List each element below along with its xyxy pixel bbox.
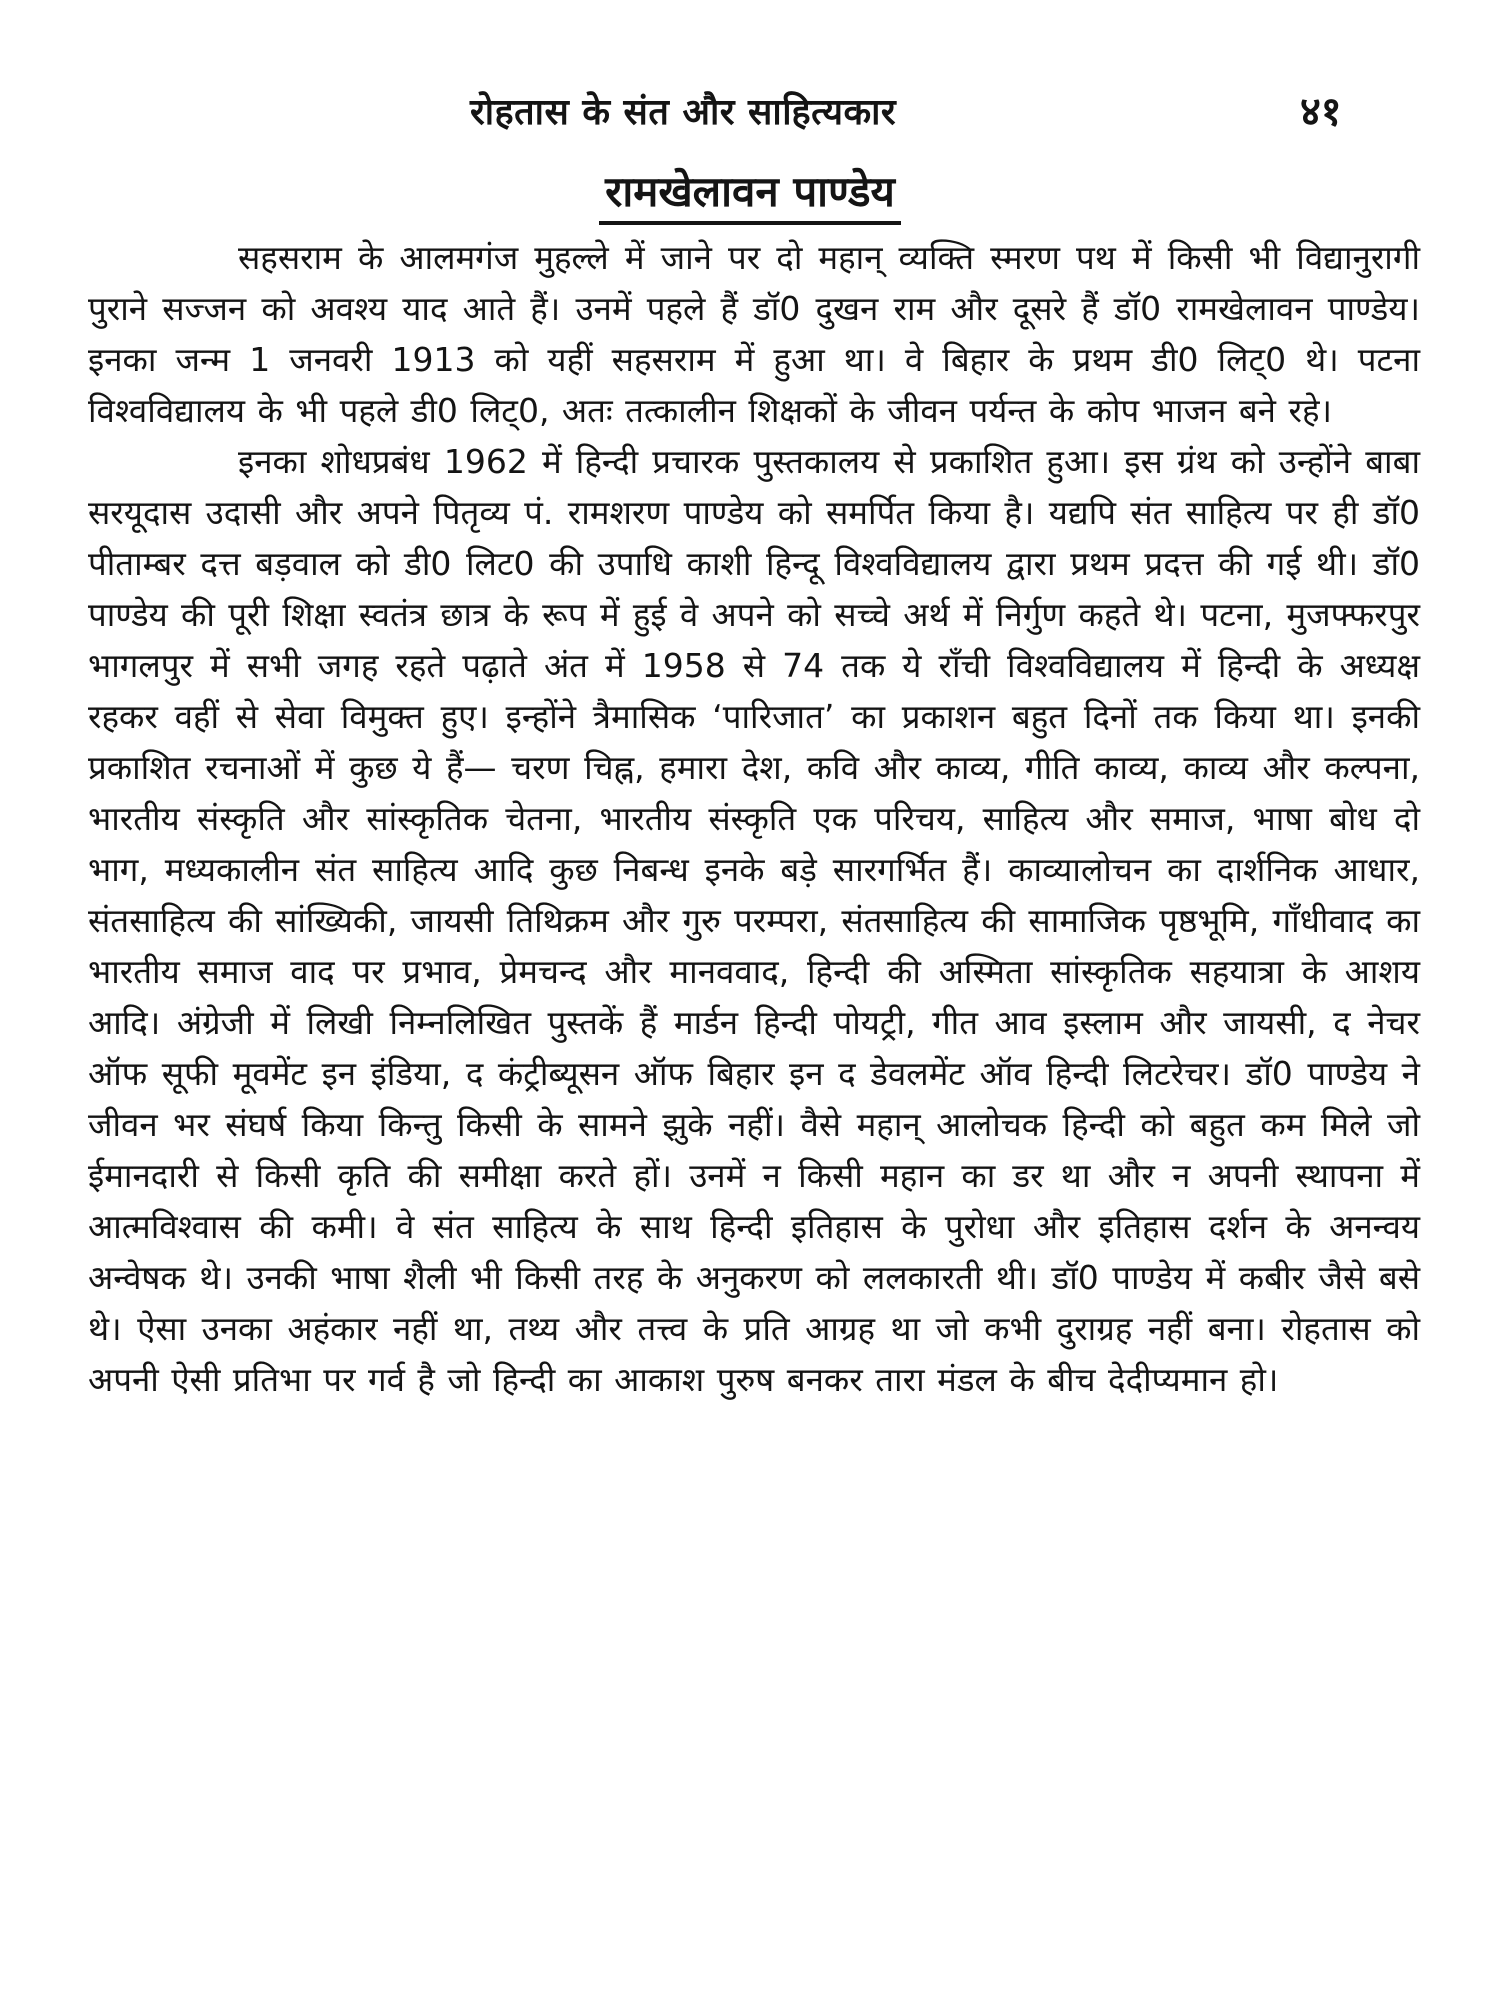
running-header <box>0 86 1500 146</box>
chapter-title-text: रामखेलावन पाण्डेय <box>599 162 901 225</box>
paragraph-2: इनका शोधप्रबंध 1962 में हिन्दी प्रचारक पुस्तकालय से प्रकाशित हुआ। इस ग्रंथ को उन्होंने बाबा सरयूदास उदासी और अपने पितृव्य पं. रामशरण पाण्डेय को समर्पित किया है। यद्यपि संत साहित्य पर ही डॉ0 पीताम्बर दत्त बड़वाल को डी0 लिट0 की उपाधि काशी हिन्दू विश्वविद्यालय द्वारा प्रथम प्रदत्त की गई थी। डॉ0 पाण्डेय की पूरी शिक्षा स्वतंत्र छात्र के रूप में हुई वे अपने को सच्चे अर्थ में निर्गुण कहते थे। पटना, मुजफ्फरपुर भागलपुर में सभी जगह रहते पढ़ाते अंत में 1958 से 74 तक ये राँची विश्वविद्यालय में हिन्दी के अध्यक्ष रहकर वहीं से सेवा विमुक्त हुए। इन्होंने त्रैमासिक ‘पारिजात’ का प्रकाशन बहुत दिनों तक किया था। इनकी प्रकाशित रचनाओं में कुछ ये हैं— चरण चिह्न, हमारा देश, कवि और काव्य, गीति काव्य, काव्य और कल्पना, भारतीय संस्कृति और सांस्कृतिक चेतना, भारतीय संस्कृति एक परिचय, साहित्य और समाज, भाषा बोध दो भाग, मध्यकालीन संत साहित्य आदि कुछ निबन्ध इनके बड़े सारगर्भित हैं। काव्यालोचन का दार्शनिक आधार, संतसाहित्य की सांख्यिकी, जायसी तिथिक्रम और गुरु परम्परा, संतसाहित्य की सामाजिक पृष्ठभूमि, गाँधीवाद का भारतीय समाज वाद पर प्रभाव, प्रेमचन्द और मानववाद, हिन्दी की अस्मिता सांस्कृतिक सहयात्रा के आशय आदि। अंग्रेजी में लिखी निम्नलिखित पुस्तकें हैं मार्डन हिन्दी पोयट्री, गीत आव इस्लाम और जायसी, द नेचर ऑफ सूफी मूवमेंट इन इंडिया, द कंट्रीब्यूसन ऑफ बिहार इन द डेवलमेंट ऑव हिन्दी लिटरेचर। डॉ0 पाण्डेय ने जीवन भर संघर्ष किया किन्तु किसी के सामने झुके नहीं। वैसे महान् आलोचक हिन्दी को बहुत कम मिले जो ईमानदारी से किसी कृति की समीक्षा करते हों। उनमें न किसी महान का डर था और न अपनी स्थापना में आत्मविश्वास की कमी। वे संत साहित्य के साथ हिन्दी इतिहास के पुरोधा और इतिहास दर्शन के अनन्वय अन्वेषक थे। उनकी भाषा शैली भी किसी तरह के अनुकरण को ललकारती थी। डॉ0 पाण्डेय में कबीर जैसे बसे थे। ऐसा उनका अहंकार नहीं था, तथ्य और तत्त्व के प्रति आग्रह था जो कभी दुराग्रह नहीं बना। रोहतास को अपनी ऐसी प्रतिभा पर गर्व है जो हिन्दी का आकाश पुरुष बनकर तारा मंडल के बीच देदीप्यमान हो। <box>88 442 1420 1399</box>
paragraph-1: सहसराम के आलमगंज मुहल्ले में जाने पर दो महान् व्यक्ति स्मरण पथ में किसी भी विद्यानुरागी पुराने सज्जन को अवश्य याद आते हैं। उनमें पहले हैं डॉ0 दुखन राम और दूसरे हैं डॉ0 रामखेलावन पाण्डेय। इनका जन्म 1 जनवरी 1913 को यहीं सहसराम में हुआ था। वे बिहार के प्रथम डी0 लिट्0 थे। पटना विश्वविद्यालय के भी पहले डी0 लिट्0, अतः तत्कालीन शिक्षकों के जीवन पर्यन्त के कोप भाजन बने रहे। <box>88 238 1420 430</box>
article-body <box>88 232 1420 1405</box>
page-number: ४१ <box>1300 89 1342 135</box>
running-title: रोहतास के संत और साहित्यकार <box>470 92 897 133</box>
chapter-title <box>0 162 1500 225</box>
